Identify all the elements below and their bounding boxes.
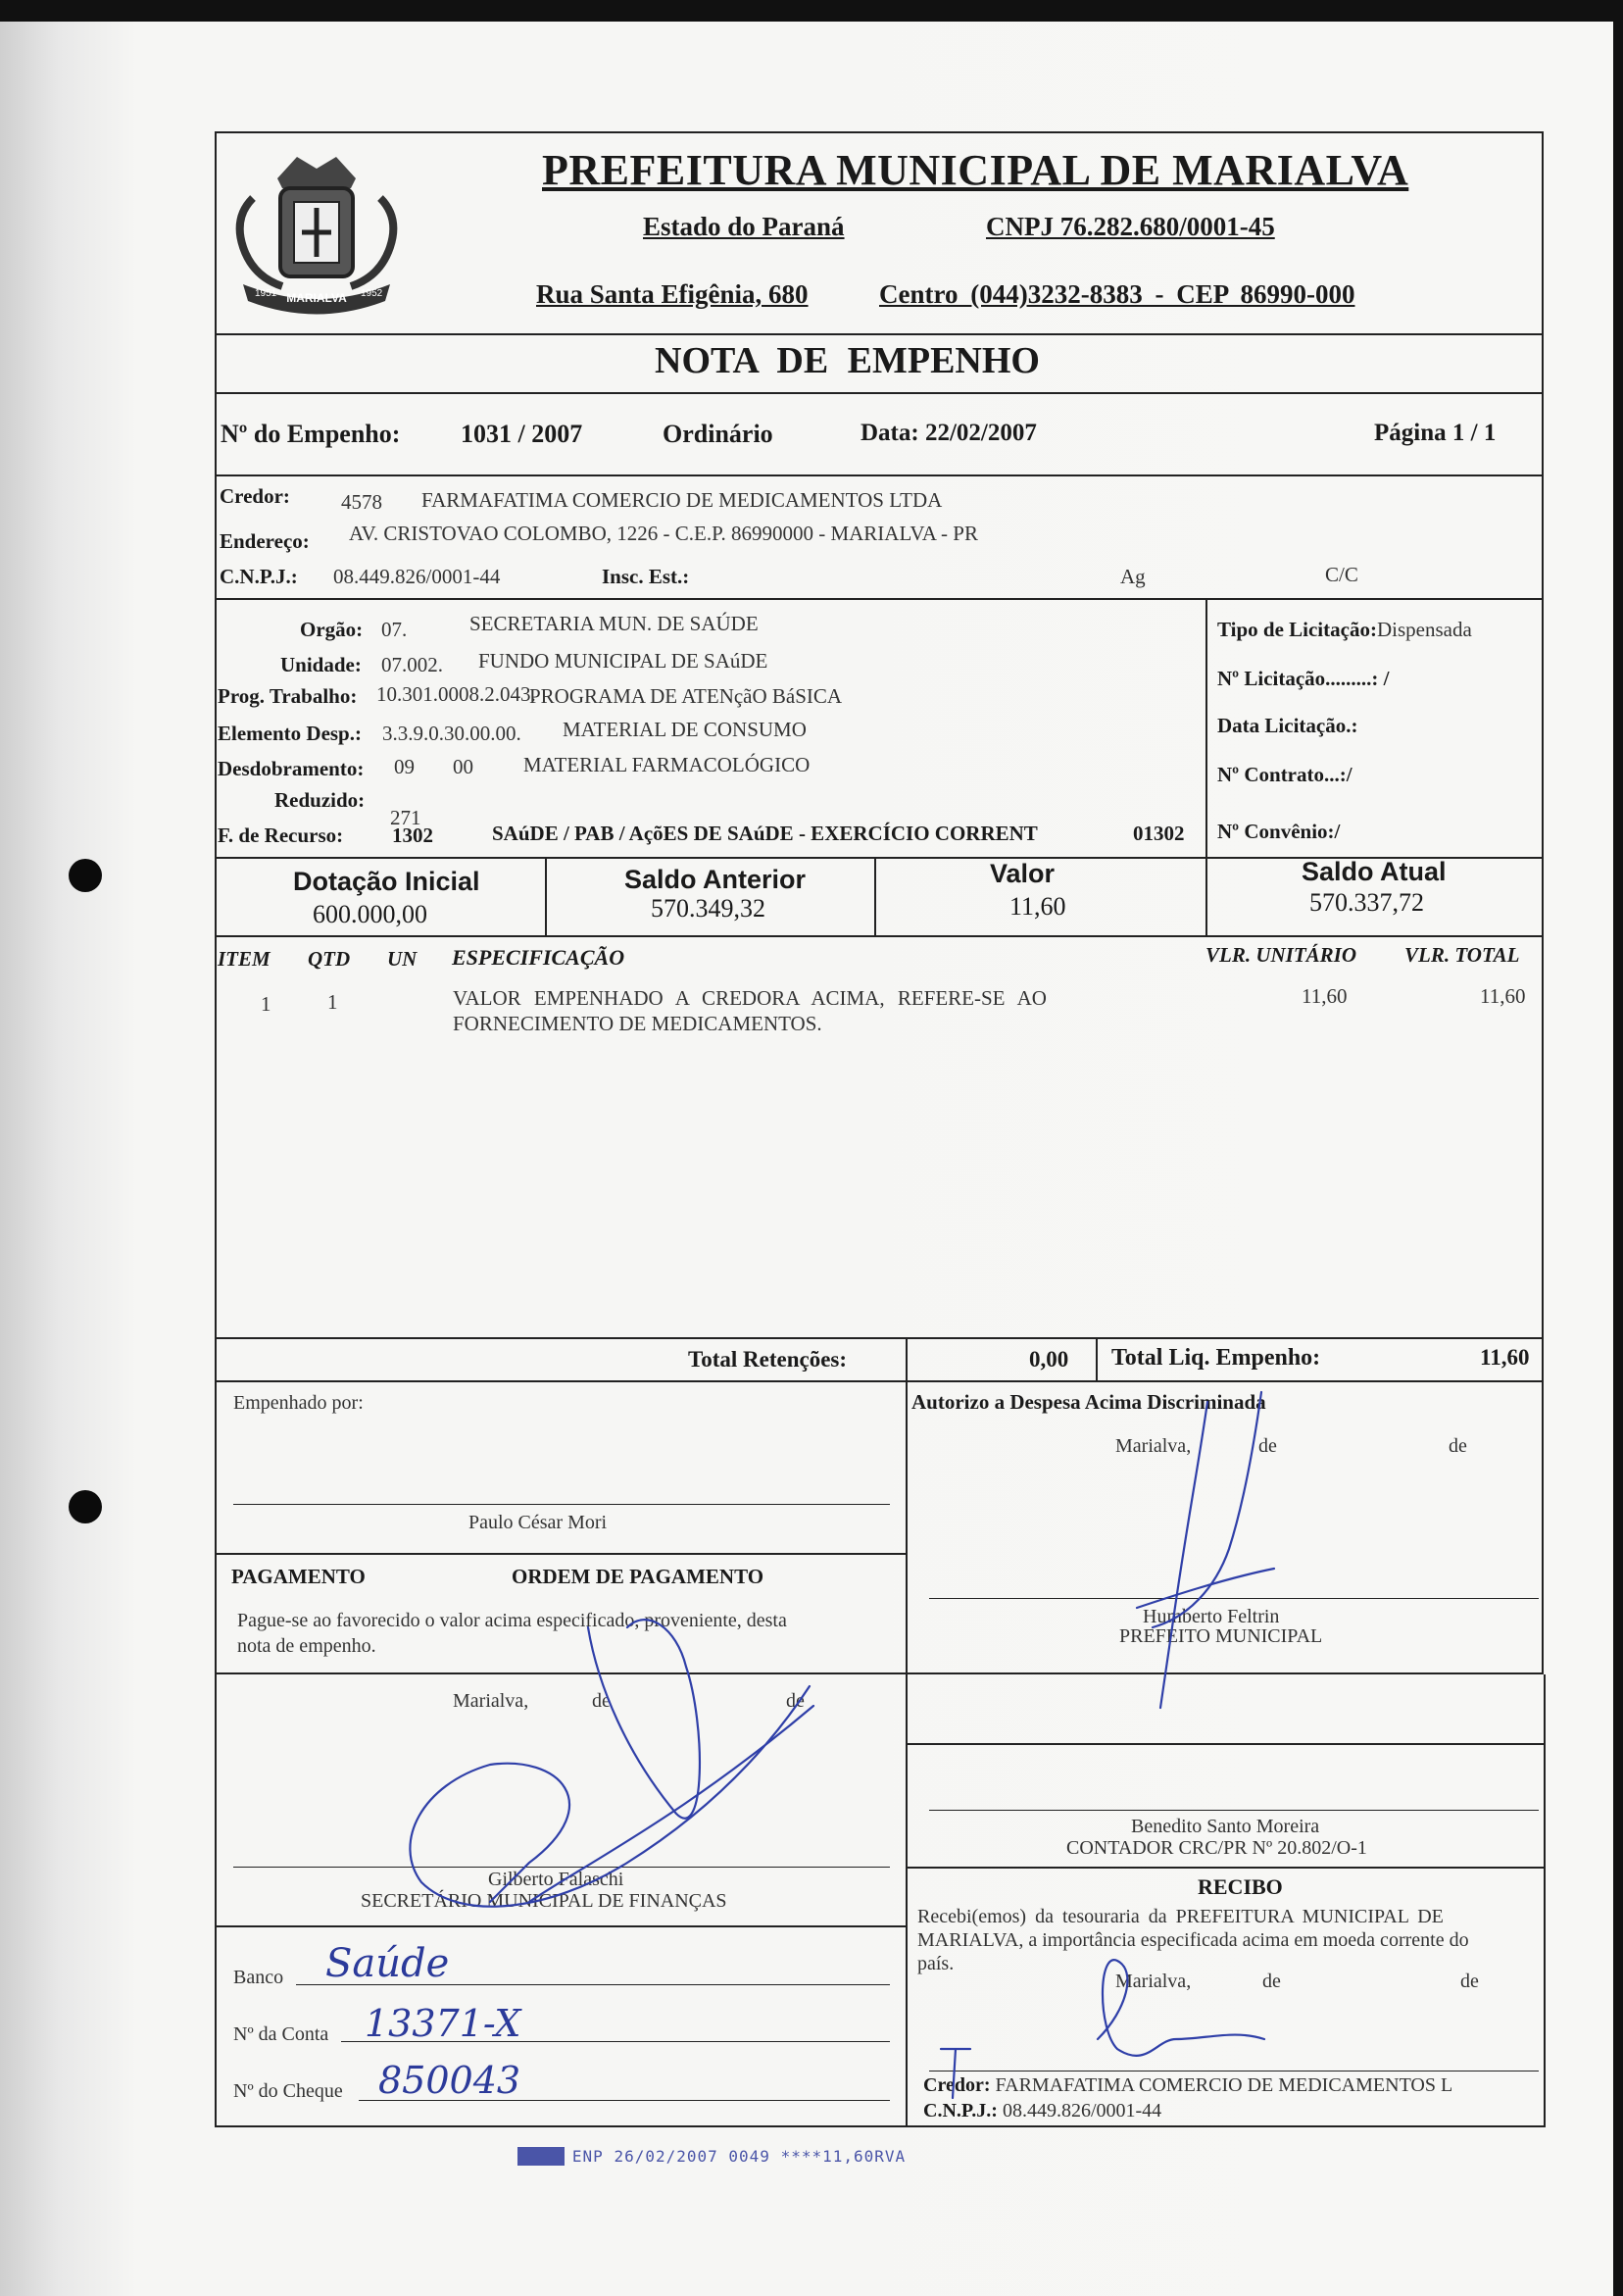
desdobramento-a: 09 xyxy=(394,755,415,778)
data-licitacao: Data Licitação.: xyxy=(1217,714,1358,737)
credor-label: Credor: xyxy=(220,484,290,508)
fonte-recurso-name: SAúDE / PAB / AçõES DE SAúDE - EXERCÍCIO CORRENT xyxy=(492,822,1038,845)
orgao-code: 07. xyxy=(381,618,408,641)
cheque-label: Nº do Cheque xyxy=(233,2080,343,2102)
fonte-recurso-value: 1302 xyxy=(392,824,433,847)
banco-handwritten: Saúde xyxy=(325,1941,450,1986)
pagamento-text-1: Pague-se ao favorecido o valor acima especificado, proveniente, desta xyxy=(237,1610,787,1631)
unidade-label: Unidade: xyxy=(280,653,362,676)
unidade-code: 07.002. xyxy=(381,653,443,676)
scan-top-edge xyxy=(0,0,1623,22)
item-vlr-total: 11,60 xyxy=(1480,984,1526,1008)
tipo-licitacao: Tipo de Licitação:Dispensada xyxy=(1217,618,1472,641)
prefeito-name: Humberto Feltrin xyxy=(1143,1606,1280,1627)
orgao-name: SECRETARIA MUN. DE SAÚDE xyxy=(469,612,759,635)
recibo-line-3: país. xyxy=(917,1953,955,1974)
saldo-atual-label: Saldo Atual xyxy=(1302,857,1447,886)
ordem-pagamento-label: ORDEM DE PAGAMENTO xyxy=(512,1565,764,1588)
total-liq-empenho-label: Total Liq. Empenho: xyxy=(1111,1345,1321,1371)
recibo-credor: Credor: FARMAFATIMA COMERCIO DE MEDICAMENTOS L xyxy=(923,2074,1453,2096)
col-vlr-unitario: VLR. UNITÁRIO xyxy=(1205,943,1357,967)
numero-contrato: Nº Contrato...:/ xyxy=(1217,763,1352,786)
dotacao-inicial-value: 600.000,00 xyxy=(313,900,427,928)
recibo-cnpj: C.N.P.J.: 08.449.826/0001-44 xyxy=(923,2100,1162,2121)
page-number: Página 1 / 1 xyxy=(1374,420,1497,446)
elemento-label: Elemento Desp.: xyxy=(218,722,362,745)
header-address: Rua Santa Efigênia, 680 xyxy=(536,279,809,309)
col-vlr-total: VLR. TOTAL xyxy=(1404,943,1520,967)
saldo-anterior-value: 570.349,32 xyxy=(651,894,765,923)
insc-est-label: Insc. Est.: xyxy=(602,565,690,588)
autorizo-place: Marialva, xyxy=(1115,1435,1192,1457)
reduzido-value: 271 xyxy=(390,806,421,829)
credor-name: FARMAFATIMA COMERCIO DE MEDICAMENTOS LTDA xyxy=(421,488,943,512)
autorizo-de-1: de xyxy=(1258,1435,1277,1457)
saldo-atual-value: 570.337,72 xyxy=(1309,888,1424,917)
desdobramento-label: Desdobramento: xyxy=(218,757,365,780)
credor-cnpj-label: C.N.P.J.: xyxy=(220,565,298,588)
punch-hole-bottom xyxy=(69,1490,102,1523)
crest-year-left: 1951 xyxy=(255,288,277,299)
prog-trabalho-value: 10.301.0008.2.043. xyxy=(376,682,536,706)
endereco-value: AV. CRISTOVAO COLOMBO, 1226 - C.E.P. 86990000 - MARIALVA - PR xyxy=(349,522,978,545)
dotacao-inicial-label: Dotação Inicial xyxy=(293,867,480,896)
conta-corrente-label: C/C xyxy=(1325,563,1358,586)
state-label: Estado do Paraná xyxy=(643,212,845,241)
credor-cnpj-value: 08.449.826/0001-44 xyxy=(333,565,501,588)
scan-right-edge xyxy=(1613,0,1623,2296)
empenhado-por-label: Empenhado por: xyxy=(233,1392,364,1414)
col-un: UN xyxy=(387,947,418,971)
agencia-label: Ag xyxy=(1120,565,1146,588)
prog-trabalho-label: Prog. Trabalho: xyxy=(218,684,358,708)
pagamento-de-2: de xyxy=(786,1690,805,1712)
credor-code: 4578 xyxy=(341,490,382,514)
desdobramento-b: 00 xyxy=(453,755,473,778)
prog-trabalho-name: PROGRAMA DE ATENçãO BáSICA xyxy=(529,684,843,708)
item-vlr-unitario: 11,60 xyxy=(1302,984,1348,1008)
secretario-name: Gilberto Falaschi xyxy=(488,1869,624,1890)
unidade-name: FUNDO MUNICIPAL DE SAúDE xyxy=(478,649,768,673)
valor-label: Valor xyxy=(990,859,1056,888)
total-retencoes-value: 0,00 xyxy=(1029,1347,1069,1372)
numero-convenio: Nº Convênio:/ xyxy=(1217,820,1341,843)
saldo-anterior-label: Saldo Anterior xyxy=(624,865,807,894)
stamp-logo xyxy=(517,2147,565,2166)
recibo-line-2: MARIALVA, a importância especificada acima em moeda corrente do xyxy=(917,1929,1469,1951)
contador-name: Benedito Santo Moreira xyxy=(1131,1816,1320,1837)
col-item: ITEM xyxy=(218,947,270,971)
header-contact: Centro (044)3232-8383 - CEP 86990-000 xyxy=(879,279,1355,309)
total-retencoes-label: Total Retenções: xyxy=(688,1347,848,1372)
numero-licitacao: Nº Licitação.........: / xyxy=(1217,667,1390,690)
document-title: NOTA DE EMPENHO xyxy=(655,340,1040,381)
secretario-role: SECRETÁRIO MUNICIPAL DE FINANÇAS xyxy=(361,1890,727,1912)
recibo-line-1: Recebi(emos) da tesouraria da PREFEITURA MUNICIPAL DE xyxy=(917,1906,1444,1927)
empenhado-por-name: Paulo César Mori xyxy=(468,1512,608,1533)
punch-hole-top xyxy=(69,859,102,892)
item-qtd: 1 xyxy=(327,990,338,1014)
reduzido-label: Reduzido: xyxy=(274,788,366,812)
banco-label: Banco xyxy=(233,1967,284,1988)
empenho-number-label: Nº do Empenho: xyxy=(221,420,401,448)
fonte-recurso-label: F. de Recurso: xyxy=(218,824,344,847)
recibo-de-1: de xyxy=(1262,1971,1281,1992)
cheque-handwritten: 850043 xyxy=(378,2059,521,2102)
recibo-de-2: de xyxy=(1460,1971,1479,1992)
item-number: 1 xyxy=(261,992,271,1016)
autorizo-de-2: de xyxy=(1449,1435,1467,1457)
orgao-label: Orgão: xyxy=(300,618,364,641)
fonte-recurso-code: 01302 xyxy=(1133,822,1185,845)
coat-of-arms-icon xyxy=(223,139,410,316)
total-liq-empenho-value: 11,60 xyxy=(1480,1345,1530,1370)
col-especificacao: ESPECIFICAÇÃO xyxy=(452,945,625,970)
recibo-place: Marialva, xyxy=(1115,1971,1192,1992)
item-desc-line2: FORNECIMENTO DE MEDICAMENTOS. xyxy=(453,1012,822,1035)
endereco-label: Endereço: xyxy=(220,529,310,553)
autorizo-label: Autorizo a Despesa Acima Discriminada xyxy=(911,1390,1266,1414)
desdobramento-name: MATERIAL FARMACOLÓGICO xyxy=(523,753,811,776)
elemento-name: MATERIAL DE CONSUMO xyxy=(563,718,807,741)
pagamento-de-1: de xyxy=(592,1690,611,1712)
empenho-number: 1031 / 2007 xyxy=(461,420,583,448)
empenho-date: Data: 22/02/2007 xyxy=(861,420,1037,446)
municipality-title: PREFEITURA MUNICIPAL DE MARIALVA xyxy=(542,146,1409,194)
valor-value: 11,60 xyxy=(1009,892,1066,921)
header-cnpj: CNPJ 76.282.680/0001-45 xyxy=(986,212,1275,241)
pagamento-text-2: nota de empenho. xyxy=(237,1635,376,1657)
pagamento-label: PAGAMENTO xyxy=(231,1565,366,1588)
crest-banner-text: MARIALVA xyxy=(286,291,347,305)
item-desc-line1: VALOR EMPENHADO A CREDORA ACIMA, REFERE-SE AO xyxy=(453,986,1047,1010)
crest-year-right: 1952 xyxy=(361,288,383,299)
bank-authentication-stamp: ENP 26/02/2007 0049 ****11,60RVA xyxy=(517,2147,906,2166)
elemento-value: 3.3.9.0.30.00.00. xyxy=(382,722,521,745)
recibo-title: RECIBO xyxy=(1198,1874,1283,1899)
contador-role: CONTADOR CRC/PR Nº 20.802/O-1 xyxy=(1066,1837,1367,1859)
conta-label: Nº da Conta xyxy=(233,2023,329,2045)
conta-handwritten: 13371-X xyxy=(365,2002,521,2045)
prefeito-role: PREFEITO MUNICIPAL xyxy=(1119,1625,1323,1647)
col-qtd: QTD xyxy=(308,947,351,971)
pagamento-place: Marialva, xyxy=(453,1690,529,1712)
empenho-type: Ordinário xyxy=(663,420,773,448)
